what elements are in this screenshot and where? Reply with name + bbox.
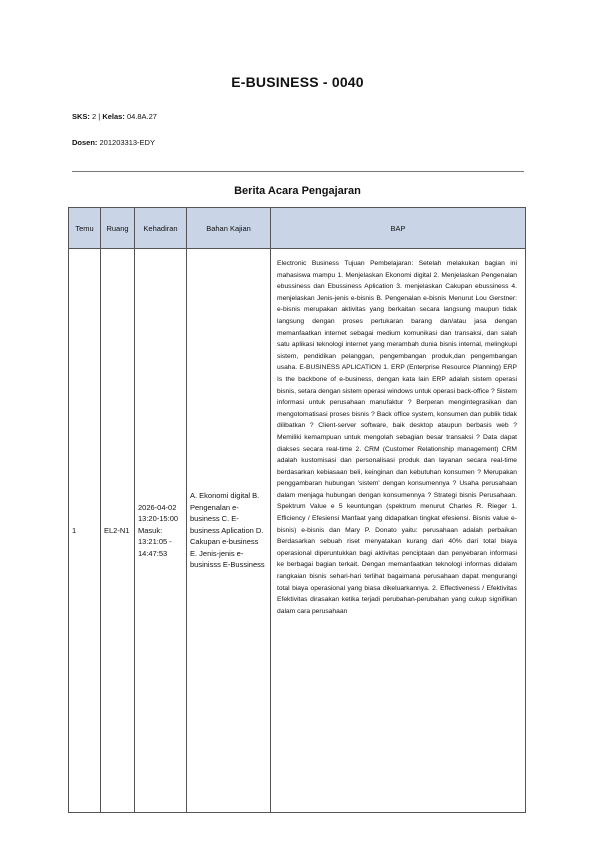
cell-kehadiran: 2026-04-02 13:20-15:00 Masuk: 13:21:05 - 14:47:53 (135, 249, 187, 813)
bap-table (68, 207, 526, 813)
meta-separator: | (98, 112, 101, 121)
dosen-value: 201203313-EDY (99, 138, 155, 147)
kelas-value: 04.8A.27 (126, 112, 157, 121)
sks-value: 2 (92, 112, 97, 121)
bap-text: Electronic Business Tujuan Pembelajaran: Setelah melakukan bagian ini mahasiswa mampu 1. Menjelaskan Ekonomi digital 2. Menjelaskan Pengenalan ebussiness dan Ebussiness Aplication 3. menjelaskan Cakupan ebussiness 4. menjelaskan Jenis-jenis e-bisnis B. Pengenalan e-bisnis Menurut Lou Gerstner: e-bisnis merupakan aktivitas yang berkaitan secara langsung maupun tidak langsung dengan proses pertukaran barang dan/atau jasa dengan memanfaatkan internet sebagai medium komunikasi dan transaksi, dan salah satu aplikasi teknologi internet yang merambah dunia bisnis internal, melingkupi sistem, pendidikan pelanggan, pengembangan produk,dan pengembangan usaha. E-BUSINESS APLICATION 1. ERP (Enterprise Resource Planning) ERP Is the backbone of e-business, dengan kata lain ERP adalah sistem operasi bisnis, setara dengan sistem operasi windows untuk operasi back-office ? Sistem informasi untuk perusahaan manufaktur ? Berperan mengintegrasikan dan mengotomatisasi proses bisnis ? Back office system, konsumen dan publik tidak dilibatkan ? Client-server software, baik desktop ataupun berbasis web ? Memiliki kemampuan untuk mengolah sebagian besar transaksi ? Data dapat diakses secara real-time 2. CRM (Customer Relationship management) CRM adalah kustomisasi dan personalisasi produk dan layanan secara real-time berdasarkan kebiasaan beli, keinginan dan kebutuhan konsumen ? Merupakan penggambaran hubungan 'sistem' dengan konsumennya ? Usaha perusahaan dalam menjaga hubungan dengan konsumennya ? Strategi bisnis Perusahaan. Spektrum Value e 5 keuntungan (spektrum menurut Charles R. Rieger 1. Efficiency / Efesiensi Manfaat yang didapatkan tingkat efesiensi. Bisnis value e-bisnis) e-bisnis dan Mary P. Donato yaitu: perusahaan adalah perbaikan Berdasarkan sebuah riset menyatakan kurang dari 40% dari total biaya operasional diperuntukkan bagi aktivitas penciptaan dan penyebaran informasi ke berbagai bagian terkait. Dengan memanfaatkan teknologi informas didalam rangkaian bisnis sehari-hari terlihat bagaimana perusahaan dapat mengurangi total biaya operasional yang biasa dikeluarkannya. 2. Effectiveness / Efektivitas Efektivitas dirasakan ketika terjadi perubahan-perubahan yang cukup signifikan dalam cara perusahaan (277, 260, 517, 615)
kelas-label: Kelas: (102, 112, 125, 121)
header-bahan-kajian: Bahan Kajian (187, 208, 271, 249)
dosen-label: Dosen: (72, 138, 98, 147)
sks-label: SKS: (72, 112, 90, 121)
header-bap: BAP (271, 208, 526, 249)
table-header-row (69, 208, 526, 249)
document-title: E-BUSINESS - 0040 (231, 74, 364, 90)
course-meta (72, 112, 157, 121)
cell-bahan-kajian: A. Ekonomi digital B. Pengenalan e-business C. E-business Aplication D. Cakupan e-business E. Jenis-jenis e-businisss E-Bussiness (187, 249, 271, 813)
cell-ruang: EL2-N1 (101, 249, 135, 813)
divider (72, 171, 524, 172)
header-temu: Temu (69, 208, 101, 249)
section-title: Berita Acara Pengajaran (234, 185, 361, 197)
header-ruang: Ruang (101, 208, 135, 249)
cell-bap (271, 249, 526, 813)
lecturer-meta (72, 138, 155, 147)
header-kehadiran: Kehadiran (135, 208, 187, 249)
cell-temu: 1 (69, 249, 101, 813)
table-row (69, 249, 526, 813)
